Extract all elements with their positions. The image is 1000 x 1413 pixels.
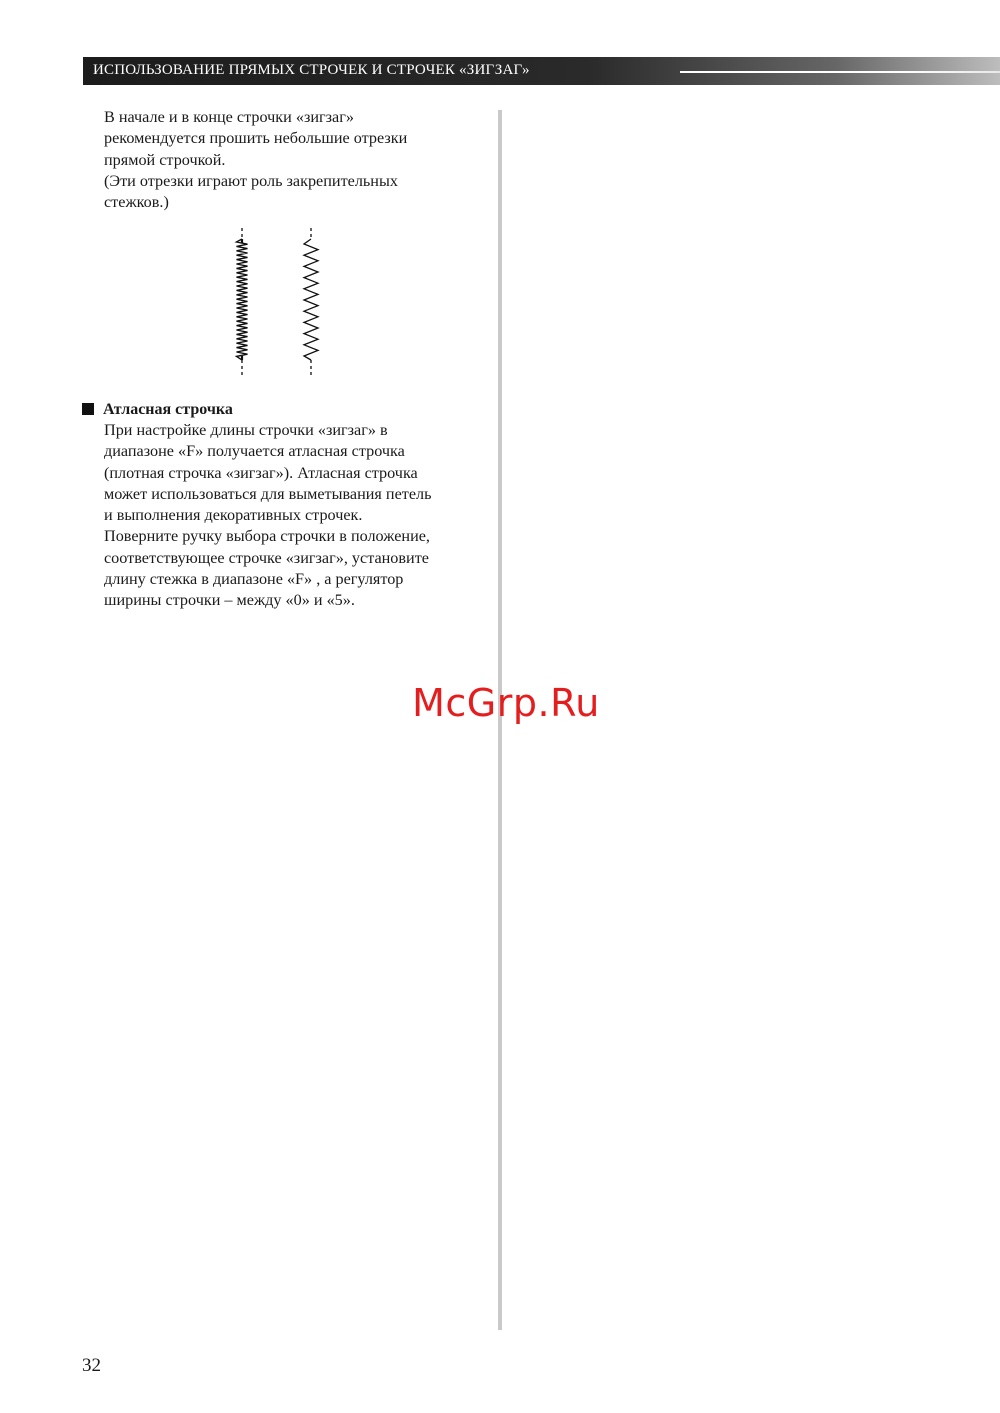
section-line: длину стежка в диапазоне «F» , а регулятор: [104, 570, 404, 589]
stitch-illustration: [225, 225, 325, 377]
zigzag-stitch-icon: [304, 228, 318, 375]
satin-stitch-icon: [237, 228, 248, 375]
page-number: 32: [82, 1355, 101, 1376]
stitch-illustration-svg: [225, 225, 325, 377]
intro-line: рекомендуется прошить небольшие отрезки: [104, 129, 408, 148]
section-line: соответствующее строчке «зигзаг», установите: [104, 548, 429, 567]
square-bullet-icon: [82, 403, 94, 415]
intro-line: прямой строчкой.: [104, 150, 226, 169]
section-header-title: ИСПОЛЬЗОВАНИЕ ПРЯМЫХ СТРОЧЕК И СТРОЧЕК «ЗИГЗАГ»: [93, 62, 530, 78]
section-line: Поверните ручку выбора строчки в положение,: [104, 527, 430, 546]
section-heading: [82, 399, 233, 420]
section-line: При настройке длины строчки «зигзаг» в: [104, 421, 388, 439]
satin-stitch-paragraph: [104, 420, 489, 612]
header-rule: [680, 71, 1000, 73]
section-line: может использоваться для выметывания петель: [104, 484, 432, 503]
intro-paragraph: [104, 107, 489, 213]
section-line: и выполнения декоративных строчек.: [104, 506, 363, 525]
intro-line: (Эти отрезки играют роль закрепительных: [104, 171, 398, 190]
satin-stitch-path: [237, 239, 248, 360]
watermark-text: McGrp.Ru: [412, 681, 600, 725]
section-header-bar: [83, 57, 1000, 85]
section-line: диапазоне «F» получается атласная строчка: [104, 442, 405, 461]
intro-line: стежков.): [104, 193, 169, 212]
section-title: Атласная строчка: [103, 401, 233, 418]
intro-line: В начале и в конце строчки «зигзаг»: [104, 108, 354, 126]
section-line: ширины строчки – между «0» и «5».: [104, 591, 355, 610]
zigzag-stitch-path: [304, 239, 318, 360]
section-line: (плотная строчка «зигзаг»). Атласная строчка: [104, 463, 418, 482]
